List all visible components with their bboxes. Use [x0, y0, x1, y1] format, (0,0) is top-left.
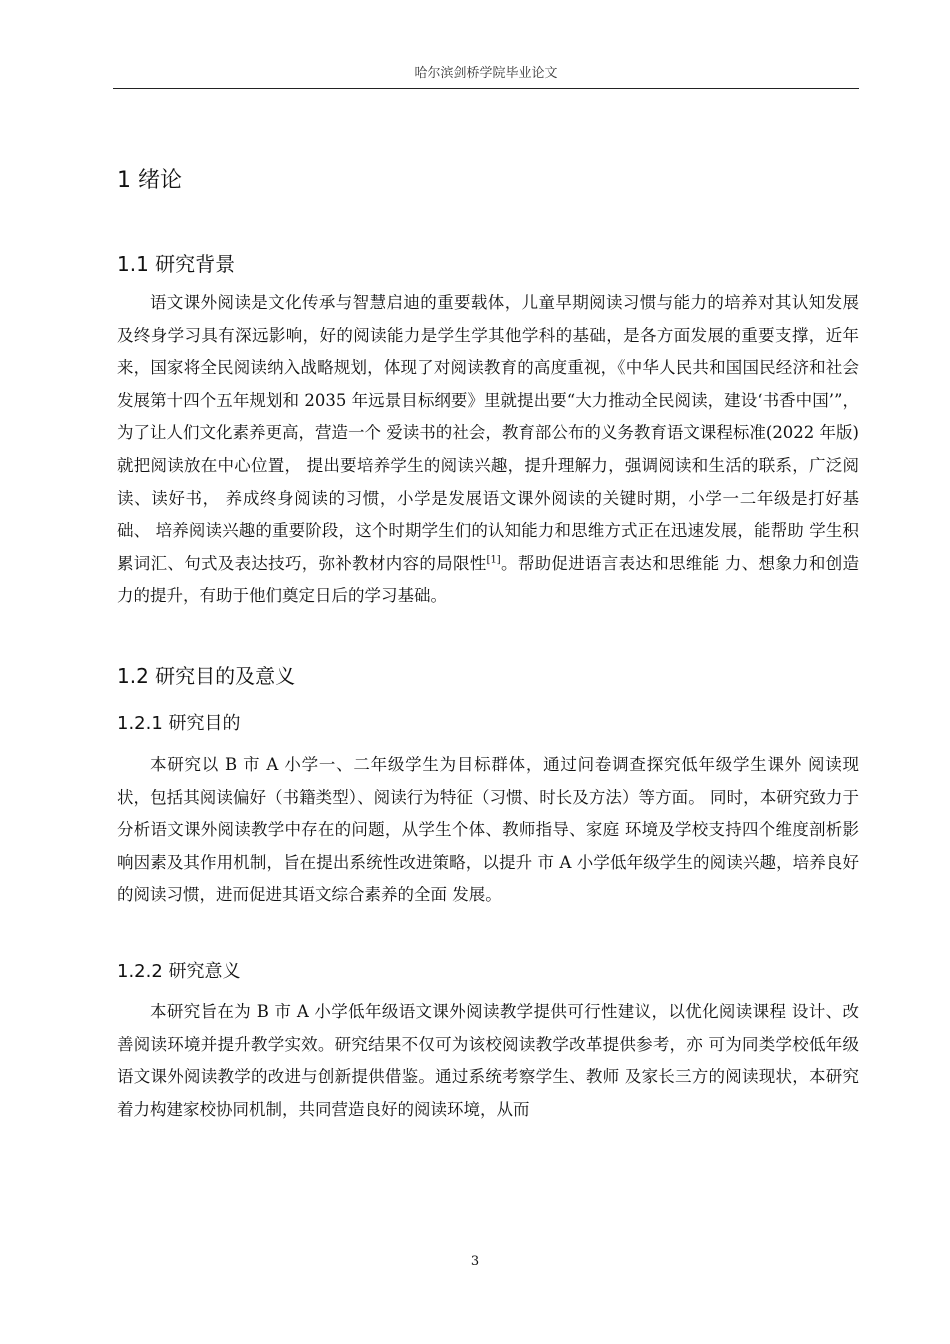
subsection-title-purpose: 1.2.1 研究目的 [117, 713, 241, 734]
header-divider [113, 88, 859, 89]
paragraph-background-text: 语文课外阅读是文化传承与智慧启迪的重要载体，儿童早期阅读习惯与能力的培养对其认知发展及终身学习具有深远影响，好的阅读能力是学生学其他学科的基础，是各方面发展的重要支撑，近年来，国家将全民阅读纳入战略规划，体现了对阅读教育的高度重视，《中华人民共和国国民经济和社会发展第十四个五年规划和 2035 年远景目标纲要》里就提出要“大力推动全民阅读，建设‘书香中国’”，为了让人们文化素养更高，营造一个 爱读书的社会，教育部公布的义务教育语文课程标准(2022 年版)就把阅读放在中心位置， 提出要培养学生的阅读兴趣，提升理解力，强调阅读和生活的联系，广泛阅读、读好书， 养成终身阅读的习惯，小学是发展语文课外阅读的关键时期，小学一二年级是打好基础、 培养阅读兴趣的重要阶段，这个时期学生们的认知能力和思维方式正在迅速发展，能帮助 学生积累词汇、句式及表达技巧，弥补教材内容的局限性 [117, 293, 859, 573]
paragraph-significance: 本研究旨在为 B 市 A 小学低年级语文课外阅读教学提供可行性建议，以优化阅读课程 设计、改善阅读环境并提升教学实效。研究结果不仅可为该校阅读教学改革提供参考，亦 可为同类学校低年级语文课外阅读教学的改进与创新提供借鉴。通过系统考察学生、教师 及家长三方的阅读现状，本研究着力构建家校协同机制，共同营造良好的阅读环境，从而 [117, 1002, 859, 1119]
chapter-title: 1 绪论 [117, 168, 182, 193]
page-header: 哈尔滨剑桥学院毕业论文 [414, 66, 558, 81]
subsection-title-significance: 1.2.2 研究意义 [117, 961, 241, 982]
citation-1: [1] [486, 554, 501, 566]
paragraph-background [117, 287, 859, 613]
section-title-background: 1.1 研究背景 [117, 252, 236, 276]
paragraph-purpose: 本研究以 B 市 A 小学一、二年级学生为目标群体，通过问卷调查探究低年级学生课外 阅读现状，包括其阅读偏好（书籍类型）、阅读行为特征（习惯、时长及方法）等方面。 同时，本研究致力于分析语文课外阅读教学中存在的问题，从学生个体、教师指导、家庭 环境及学校支持四个维度剖析影响因素及其作用机制，旨在提出系统性改进策略，以提升 市 A 小学低年级学生的阅读兴趣，培养良好的阅读习惯，进而促进其语文综合素养的全面 发展。 [117, 755, 859, 905]
section-title-purpose-significance: 1.2 研究目的及意义 [117, 664, 296, 688]
paragraph-background-tail: 。帮助促进语言表达和思维能 力、想象力和创造力的提升，有助于他们奠定日后的学习基础。 [117, 553, 860, 606]
page-number: 3 [470, 1254, 480, 1269]
